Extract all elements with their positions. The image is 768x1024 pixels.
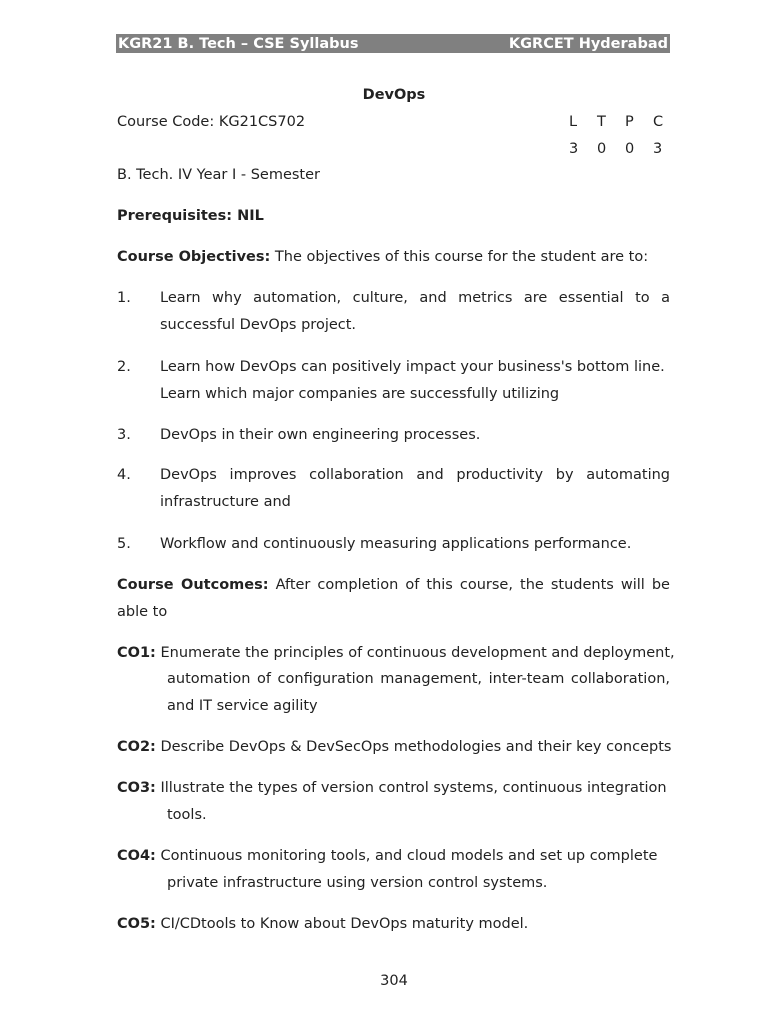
objective-line: Workflow and continuously measuring applications performance. <box>160 536 632 552</box>
ltpc-value-l: 3 <box>569 141 579 157</box>
objective-line: Learn which major companies are successfully utilizing <box>160 386 560 402</box>
outcome-text-cont: and IT service agility <box>167 698 318 714</box>
objective-number: 2. <box>117 359 131 375</box>
objectives-heading <box>117 249 648 265</box>
header-left: KGR21 B. Tech – CSE Syllabus <box>118 35 359 52</box>
outcomes-intro: After completion of this course, the students will be <box>268 577 670 593</box>
outcome-text: CI/CDtools to Know about DevOps maturity model. <box>155 916 529 932</box>
running-header <box>116 34 670 53</box>
outcomes-intro-cont: able to <box>117 604 168 620</box>
ltpc-values <box>566 141 678 157</box>
outcome-co1 <box>117 640 675 667</box>
ltpc-labels <box>566 114 678 130</box>
objectives-intro: The objectives of this course for the student are to: <box>270 249 649 265</box>
ltpc-label-l: L <box>569 114 578 130</box>
outcomes-label: Course Outcomes: <box>117 577 269 593</box>
objective-number: 5. <box>117 536 131 552</box>
outcome-co5 <box>117 911 670 938</box>
outcome-text: Enumerate the principles of continuous development and deployment, <box>155 645 675 661</box>
outcome-label: CO3: <box>117 780 156 796</box>
objective-line: DevOps improves collaboration and productivity by automating <box>160 467 670 483</box>
outcome-co4 <box>117 843 670 870</box>
outcome-text-cont: private infrastructure using version control systems. <box>167 875 548 891</box>
objective-number: 4. <box>117 467 131 483</box>
outcome-text-cont: tools. <box>167 807 207 823</box>
outcome-text: Continuous monitoring tools, and cloud models and set up complete <box>155 848 658 864</box>
header-right: KGRCET Hyderabad <box>508 35 668 52</box>
objectives-label: Course Objectives: <box>117 249 271 265</box>
ltpc-label-p: P <box>625 114 634 130</box>
objective-number: 3. <box>117 427 131 443</box>
ltpc-value-c: 3 <box>653 141 663 157</box>
outcomes-heading <box>117 572 670 599</box>
outcome-text: Illustrate the types of version control systems, continuous integration <box>155 780 667 796</box>
page-number: 304 <box>380 973 408 989</box>
objective-line: infrastructure and <box>160 494 291 510</box>
objective-line: Learn why automation, culture, and metrics are essential to a <box>160 290 670 306</box>
outcome-co3 <box>117 775 670 802</box>
ltpc-label-c: C <box>653 114 664 130</box>
outcome-label: CO5: <box>117 916 156 932</box>
outcome-text: Describe DevOps & DevSecOps methodologies and their key concepts <box>155 739 672 755</box>
objective-line: DevOps in their own engineering processes. <box>160 427 481 443</box>
course-code: Course Code: KG21CS702 <box>117 114 306 130</box>
objective-line: successful DevOps project. <box>160 317 357 333</box>
objective-number: 1. <box>117 290 131 306</box>
ltpc-label-t: T <box>597 114 606 130</box>
objective-line: Learn how DevOps can positively impact your business's bottom line. <box>160 359 665 375</box>
outcome-label: CO1: <box>117 645 156 661</box>
outcome-label: CO4: <box>117 848 156 864</box>
ltpc-value-p: 0 <box>625 141 635 157</box>
outcome-co2 <box>117 734 670 761</box>
page-title: DevOps <box>362 87 426 103</box>
prerequisites: Prerequisites: NIL <box>117 208 264 224</box>
semester: B. Tech. IV Year I - Semester <box>117 167 320 183</box>
outcome-label: CO2: <box>117 739 156 755</box>
outcome-text-cont: automation of configuration management, inter-team collaboration, <box>167 671 670 687</box>
ltpc-value-t: 0 <box>597 141 607 157</box>
